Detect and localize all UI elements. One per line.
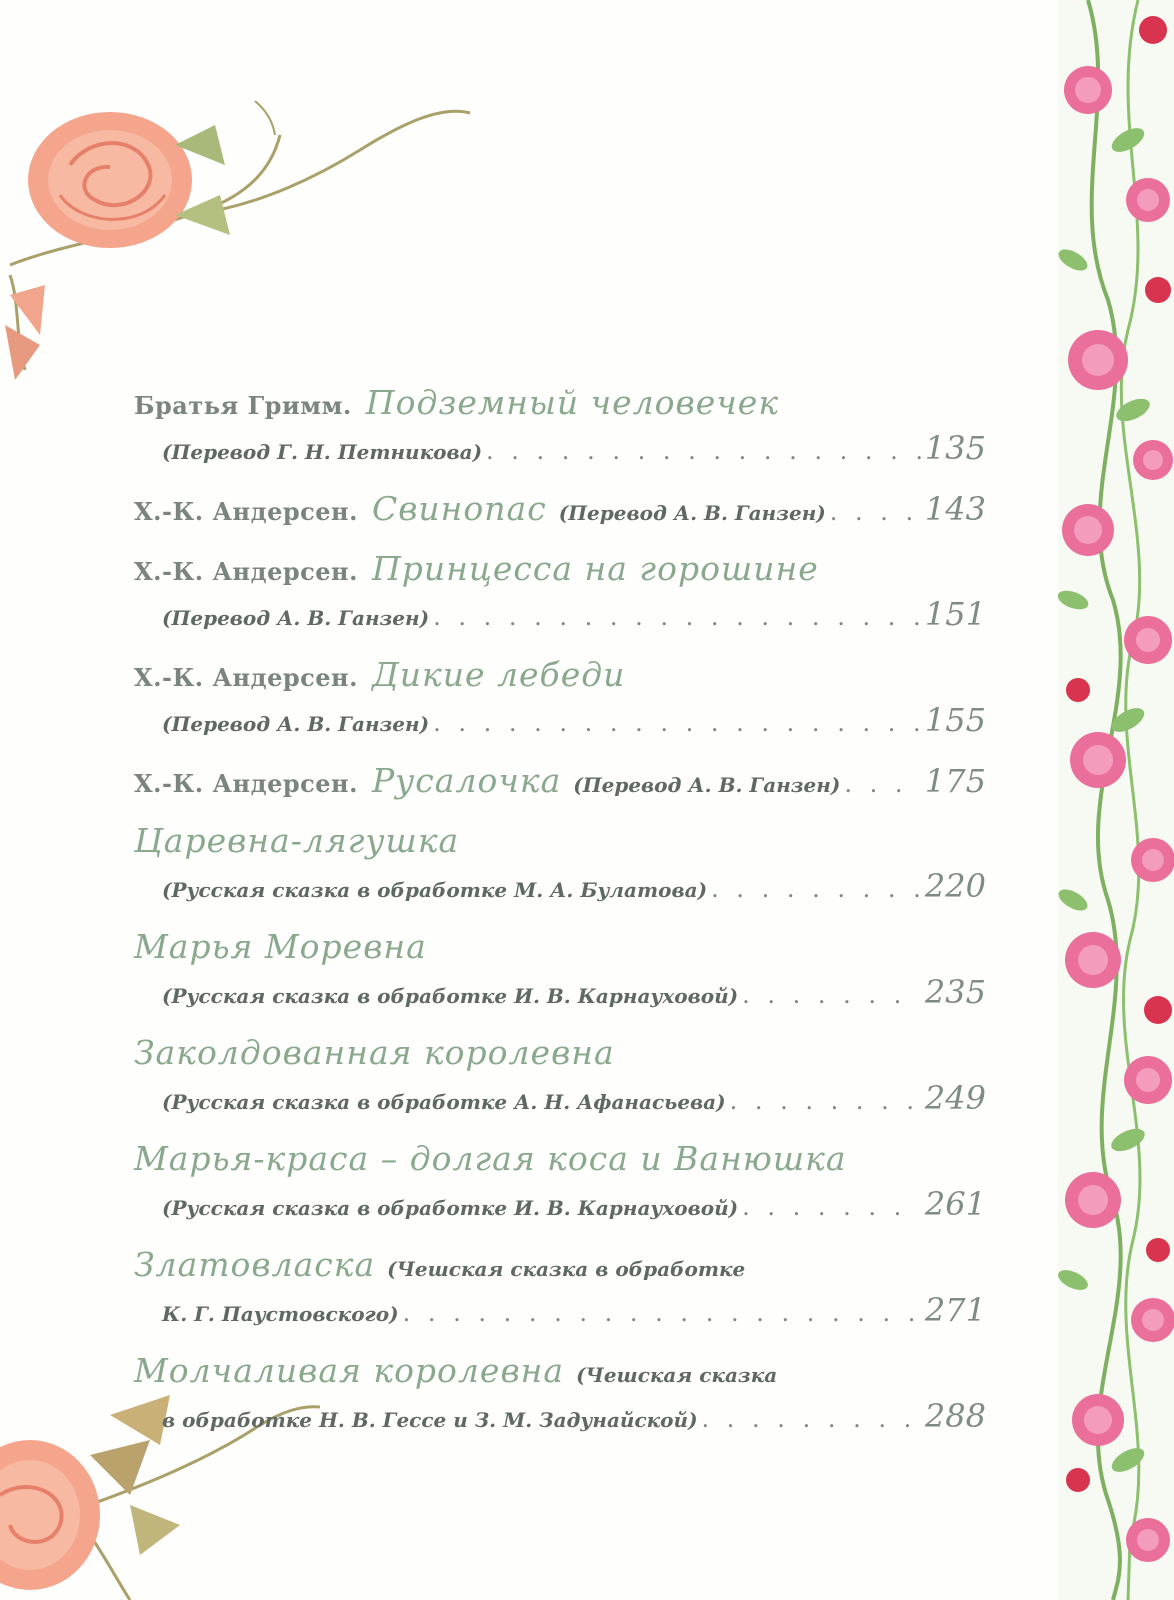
toc-title: Златовласка bbox=[134, 1245, 376, 1284]
toc-title: Царевна-лягушка bbox=[134, 821, 460, 860]
toc-page-number: 155 bbox=[924, 701, 986, 739]
toc-title: Свинопас bbox=[371, 489, 547, 528]
toc-title: Молчаливая королевна bbox=[134, 1351, 565, 1390]
toc-leader bbox=[433, 709, 921, 737]
toc-leader bbox=[711, 875, 921, 903]
toc-entry bbox=[134, 1245, 986, 1337]
toc-page-number: 249 bbox=[924, 1079, 986, 1117]
toc-note: (Перевод А. В. Ганзен) bbox=[558, 501, 826, 525]
toc-entry bbox=[134, 761, 986, 807]
toc-note: (Перевод А. В. Ганзен) bbox=[573, 773, 841, 797]
toc-note: (Чешская сказка в обработке bbox=[387, 1257, 746, 1281]
toc-entry bbox=[134, 489, 986, 535]
toc-note: (Русская сказка в обработке М. А. Булатова) bbox=[162, 878, 708, 902]
toc-author: Х.-К. Андерсен. bbox=[134, 769, 358, 798]
toc-leader bbox=[742, 1193, 921, 1221]
toc-page-number: 175 bbox=[924, 762, 986, 800]
toc-entry bbox=[134, 549, 986, 641]
toc-page-number: 135 bbox=[924, 429, 986, 467]
toc-leader bbox=[486, 437, 921, 465]
toc-page-number: 288 bbox=[924, 1397, 986, 1435]
toc-title: Русалочка bbox=[371, 761, 562, 800]
toc-page-number: 151 bbox=[924, 595, 986, 633]
toc-entry bbox=[134, 655, 986, 747]
toc-leader bbox=[730, 1087, 921, 1115]
table-of-contents bbox=[134, 383, 986, 1457]
toc-leader bbox=[742, 981, 921, 1009]
toc-note: (Русская сказка в обработке И. В. Карнауховой) bbox=[162, 984, 739, 1008]
toc-note: в обработке Н. В. Гессе и З. М. Задунайской) bbox=[162, 1408, 698, 1432]
toc-page-number: 143 bbox=[924, 490, 986, 528]
toc-author: Х.-К. Андерсен. bbox=[134, 497, 358, 526]
toc-author: Х.-К. Андерсен. bbox=[134, 557, 358, 586]
toc-author: Х.-К. Андерсен. bbox=[134, 663, 358, 692]
toc-note: (Перевод А. В. Ганзен) bbox=[162, 606, 430, 630]
toc-title: Подземный человечек bbox=[365, 383, 780, 422]
toc-title: Марья Моревна bbox=[134, 927, 427, 966]
rose-border-right bbox=[1058, 0, 1174, 1600]
toc-entry bbox=[134, 1351, 986, 1443]
rose-illustration-top bbox=[0, 95, 500, 385]
toc-title: Заколдованная королевна bbox=[134, 1033, 615, 1072]
toc-note: (Перевод Г. Н. Петникова) bbox=[162, 440, 483, 464]
toc-page-number: 271 bbox=[924, 1291, 986, 1329]
toc-title: Принцесса на горошине bbox=[371, 549, 819, 588]
toc-leader bbox=[433, 603, 921, 631]
toc-note: (Русская сказка в обработке И. В. Карнауховой) bbox=[162, 1196, 739, 1220]
toc-leader bbox=[830, 498, 921, 526]
toc-note: (Русская сказка в обработке А. Н. Афанасьева) bbox=[162, 1090, 726, 1114]
toc-page-number: 261 bbox=[924, 1185, 986, 1223]
toc-page-number: 235 bbox=[924, 973, 986, 1011]
toc-entry bbox=[134, 1033, 986, 1125]
toc-entry bbox=[134, 1139, 986, 1231]
toc-author: Братья Гримм. bbox=[134, 391, 352, 420]
toc-note: (Перевод А. В. Ганзен) bbox=[162, 712, 430, 736]
toc-leader bbox=[403, 1299, 921, 1327]
toc-leader bbox=[844, 770, 921, 798]
toc-entry bbox=[134, 927, 986, 1019]
toc-title: Дикие лебеди bbox=[371, 655, 626, 694]
toc-entry bbox=[134, 821, 986, 913]
toc-title: Марья-краса – долгая коса и Ванюшка bbox=[134, 1139, 847, 1178]
toc-note: (Чешская сказка bbox=[576, 1363, 778, 1387]
toc-note: К. Г. Паустовского) bbox=[162, 1302, 399, 1326]
toc-leader bbox=[702, 1405, 921, 1433]
toc-entry bbox=[134, 383, 986, 475]
toc-page-number: 220 bbox=[924, 867, 986, 905]
